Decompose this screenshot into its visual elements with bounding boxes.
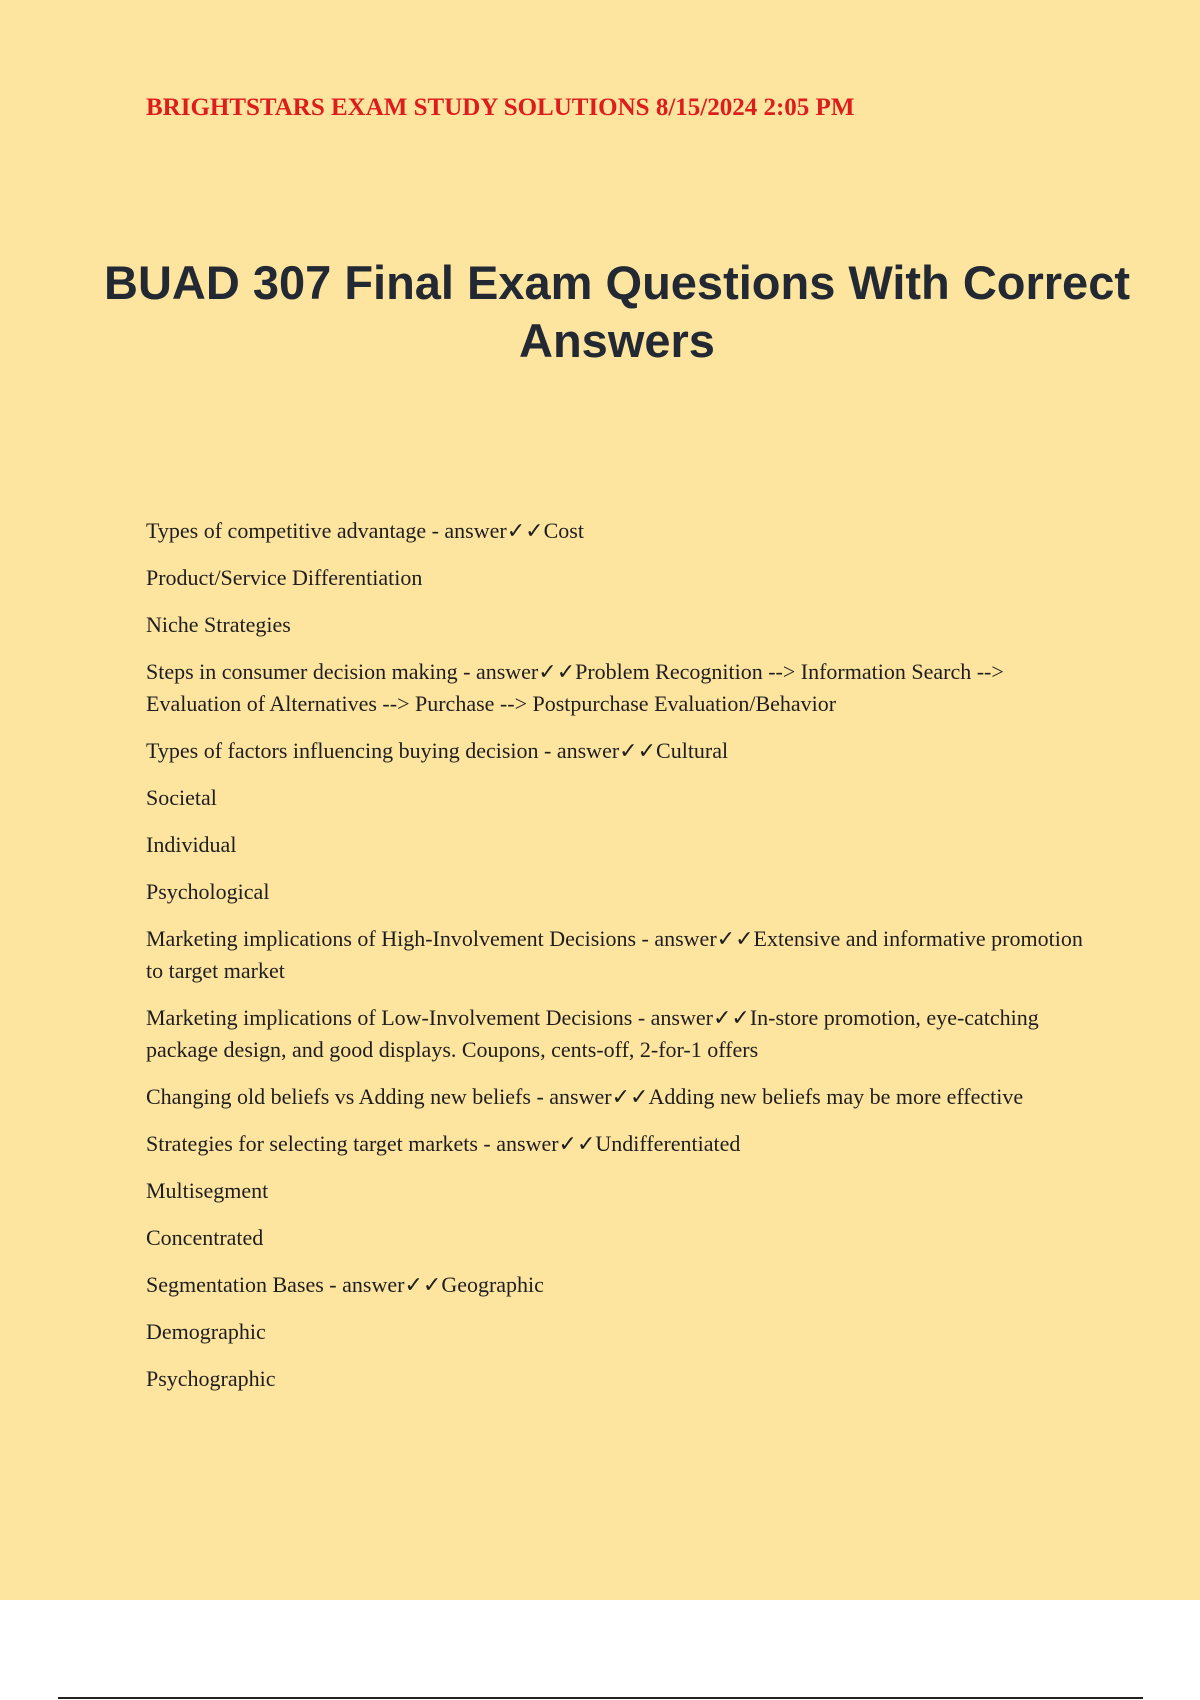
qa-question-line [146, 515, 1096, 547]
answer-marker: answer✓✓ [549, 1084, 649, 1109]
qa-continuation-line: Niche Strategies [146, 612, 291, 637]
qa-question-line [146, 1269, 1096, 1301]
answer-marker: answer✓✓ [650, 1005, 750, 1030]
question-text: Types of competitive advantage - [146, 518, 445, 543]
qa-question-line [146, 1002, 1096, 1066]
qa-question-line [146, 923, 1096, 987]
answer-text: Cultural [656, 738, 729, 763]
answer-text: Undifferentiated [595, 1131, 741, 1156]
answer-marker: answer✓✓ [496, 1131, 596, 1156]
answer-text: Extensive and informative promotion to target market [146, 926, 1083, 983]
answer-marker: answer✓✓ [475, 659, 576, 684]
question-text: Strategies for selecting target markets - [146, 1131, 497, 1156]
question-text: Marketing implications of High-Involvement Decisions - [146, 926, 655, 951]
answer-marker: answer✓✓ [342, 1272, 442, 1297]
answer-text: In-store promotion, eye-catching package design, and good displays. Coupons, cents-off, 2-for-1 offers [146, 1005, 1039, 1062]
answer-text: Cost [543, 518, 584, 543]
question-text: Types of factors influencing buying decision - [146, 738, 557, 763]
qa-list [146, 515, 1096, 1410]
qa-question-line [146, 1081, 1096, 1113]
header-stamp: BRIGHTSTARS EXAM STUDY SOLUTIONS 8/15/2024 2:05 PM [146, 94, 855, 121]
footer-divider [58, 1697, 1143, 1699]
answer-marker: answer✓✓ [444, 518, 544, 543]
answer-text: Adding new beliefs may be more effective [648, 1084, 1024, 1109]
qa-question-line [146, 656, 1096, 720]
qa-continuation-line: Psychographic [146, 1366, 276, 1391]
qa-continuation-line: Psychological [146, 879, 270, 904]
question-text: Segmentation Bases - [146, 1272, 343, 1297]
answer-text: Problem Recognition --> Information Search --> Evaluation of Alternatives --> Purchase --> Postpurchase Evaluation/Behavior [146, 659, 1004, 716]
question-text: Marketing implications of Low-Involvement Decisions - [146, 1005, 651, 1030]
qa-continuation-line: Product/Service Differentiation [146, 565, 423, 590]
qa-question-line [146, 1128, 1096, 1160]
question-text: Steps in consumer decision making - [146, 659, 476, 684]
qa-continuation-line: Demographic [146, 1319, 266, 1344]
qa-continuation-line: Societal [146, 785, 217, 810]
answer-marker: answer✓✓ [556, 738, 657, 763]
qa-continuation-line: Multisegment [146, 1178, 269, 1203]
qa-question-line [146, 735, 1096, 767]
question-text: Changing old beliefs vs Adding new beliefs - [146, 1084, 550, 1109]
qa-continuation-line: Individual [146, 832, 237, 857]
document-title: BUAD 307 Final Exam Questions With Correct Answers [104, 256, 1130, 367]
answer-text: Geographic [441, 1272, 544, 1297]
answer-marker: answer✓✓ [654, 926, 754, 951]
qa-continuation-line: Concentrated [146, 1225, 264, 1250]
